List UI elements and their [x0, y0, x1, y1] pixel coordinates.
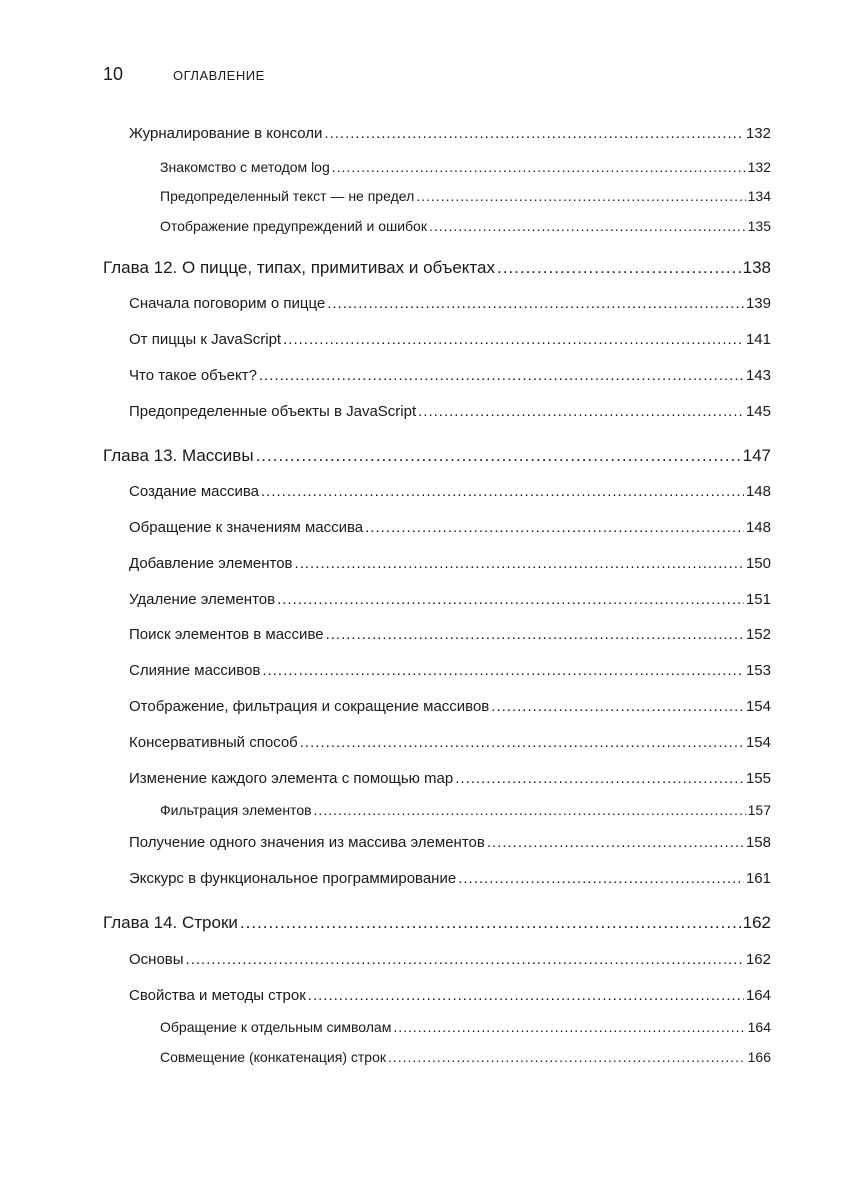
toc-entry — [129, 870, 771, 887]
toc-entry-title: Предопределенные объекты в JavaScript — [129, 403, 417, 420]
dot-leader — [324, 125, 744, 142]
toc-entry-page: 155 — [745, 770, 771, 787]
toc-chapter — [103, 913, 771, 933]
dot-leader — [262, 662, 744, 679]
toc-chapter — [103, 258, 771, 278]
toc-entry — [129, 834, 771, 851]
toc-entry-page: 150 — [745, 555, 771, 572]
toc-entry-title: От пиццы к JavaScript — [129, 331, 282, 348]
toc-entry-title: Добавление элементов — [129, 555, 293, 572]
toc-entry-title: Глава 13. Массивы — [103, 446, 254, 465]
toc-entry-page: 152 — [745, 626, 771, 643]
toc-entry-page: 158 — [745, 834, 771, 851]
dot-leader — [295, 555, 744, 572]
dot-leader — [388, 1049, 746, 1065]
dot-leader — [326, 626, 744, 643]
dot-leader — [497, 258, 741, 278]
dot-leader — [277, 591, 744, 608]
toc-entry — [129, 591, 771, 608]
toc-entry-title: Консервативный способ — [129, 734, 298, 751]
dot-leader — [491, 698, 744, 715]
toc-entry-title: Совмещение (конкатенация) строк — [160, 1049, 386, 1065]
toc-entry-page: 153 — [745, 662, 771, 679]
running-title: ОГЛАВЛЕНИЕ — [173, 68, 265, 83]
toc-entry-title: Отображение, фильтрация и сокращение массивов — [129, 698, 490, 715]
dot-leader — [332, 159, 746, 175]
toc-entry-page: 147 — [742, 446, 771, 465]
toc-entry-page: 135 — [747, 218, 771, 234]
toc-entry-title: Предопределенный текст — не предел — [160, 188, 415, 204]
toc-entry — [160, 188, 771, 204]
toc-entry — [129, 403, 771, 420]
dot-leader — [314, 802, 746, 818]
toc-entry-page: 162 — [742, 913, 771, 932]
dot-leader — [418, 403, 744, 420]
toc-entry — [129, 626, 771, 643]
toc-entry-page: 164 — [745, 987, 771, 1004]
toc-entry-title: Поиск элементов в массиве — [129, 626, 324, 643]
toc-entry — [129, 483, 771, 500]
toc-entry-title: Фильтрация элементов — [160, 802, 312, 818]
toc-entry-title: Слияние массивов — [129, 662, 261, 679]
toc-entry-title: Получение одного значения из массива элементов — [129, 834, 485, 851]
toc-entry — [129, 125, 771, 142]
dot-leader — [308, 987, 744, 1004]
toc-entry — [129, 295, 771, 312]
toc-entry-title: Журналирование в консоли — [129, 125, 323, 142]
toc-entry-title: Удаление элементов — [129, 591, 276, 608]
toc-entry-page: 148 — [745, 519, 771, 536]
toc-entry-title: Экскурс в функциональное программирование — [129, 870, 457, 887]
toc-entry — [129, 698, 771, 715]
toc-entry-page: 145 — [745, 403, 771, 420]
toc-entry-title: Что такое объект? — [129, 367, 257, 384]
toc-entry-title: Изменение каждого элемента с помощью map — [129, 770, 454, 787]
dot-leader — [240, 913, 741, 933]
toc-entry — [129, 331, 771, 348]
toc-entry-page: 157 — [747, 802, 771, 818]
toc-entry-title: Знакомство с методом log — [160, 159, 330, 175]
dot-leader — [487, 834, 744, 851]
page-number: 10 — [103, 64, 124, 84]
dot-leader — [429, 218, 746, 234]
toc-entry-page: 154 — [745, 734, 771, 751]
dot-leader — [455, 770, 744, 787]
toc-entry — [160, 159, 771, 175]
toc-entry-title: Глава 14. Строки — [103, 913, 238, 932]
dot-leader — [458, 870, 744, 887]
toc-entry-title: Свойства и методы строк — [129, 987, 306, 1004]
dot-leader — [416, 188, 745, 204]
toc-entry-page: 134 — [747, 188, 771, 204]
toc-entry — [160, 1049, 771, 1065]
toc-entry-title: Глава 12. О пицце, типах, примитивах и объектах — [103, 258, 495, 277]
toc-entry — [160, 802, 771, 818]
toc-entry-page: 154 — [745, 698, 771, 715]
toc-entry — [129, 555, 771, 572]
dot-leader — [283, 331, 744, 348]
toc-entry-page: 161 — [745, 870, 771, 887]
dot-leader — [300, 734, 744, 751]
toc-entry — [129, 951, 771, 968]
toc-entry-page: 143 — [745, 367, 771, 384]
toc-entry-title: Отображение предупреждений и ошибок — [160, 218, 427, 234]
toc-entry-page: 162 — [745, 951, 771, 968]
dot-leader — [327, 295, 744, 312]
toc-entry-page: 138 — [742, 258, 771, 277]
toc-entry — [129, 519, 771, 536]
dot-leader — [256, 446, 741, 466]
toc-entry-title: Создание массива — [129, 483, 259, 500]
toc-entry-page: 164 — [747, 1019, 771, 1035]
toc-entry-page: 139 — [745, 295, 771, 312]
toc-entry — [160, 218, 771, 234]
toc-entry — [129, 734, 771, 751]
toc-entry-page: 166 — [747, 1049, 771, 1065]
toc-entry-title: Обращение к значениям массива — [129, 519, 364, 536]
dot-leader — [259, 367, 744, 384]
toc-entry — [129, 662, 771, 679]
toc-entry — [129, 367, 771, 384]
toc-entry-page: 132 — [747, 159, 771, 175]
toc-entry-page: 141 — [745, 331, 771, 348]
toc-entry — [129, 770, 771, 787]
toc-entry-page: 151 — [745, 591, 771, 608]
toc-entry-page: 148 — [745, 483, 771, 500]
toc-entry-page: 132 — [745, 125, 771, 142]
toc-entry — [160, 1019, 771, 1035]
dot-leader — [186, 951, 744, 968]
toc-entry-title: Обращение к отдельным символам — [160, 1019, 392, 1035]
toc-chapter — [103, 446, 771, 466]
toc-entry-title: Основы — [129, 951, 184, 968]
dot-leader — [365, 519, 744, 536]
dot-leader — [261, 483, 744, 500]
dot-leader — [393, 1019, 745, 1035]
toc-entry-title: Сначала поговорим о пицце — [129, 295, 326, 312]
toc-entry — [129, 987, 771, 1004]
